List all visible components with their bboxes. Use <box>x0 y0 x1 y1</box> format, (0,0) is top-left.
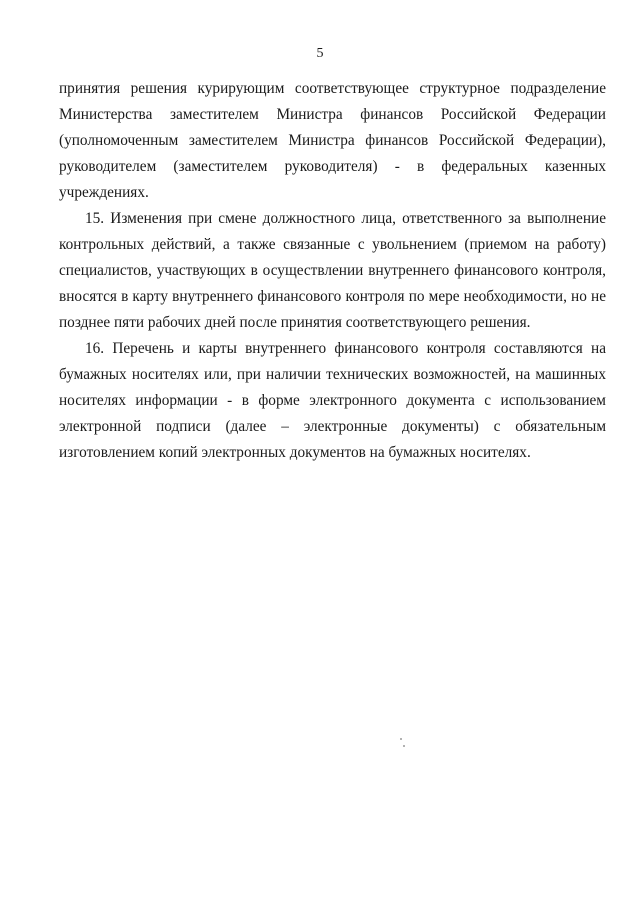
paragraph-line: принятия решения курирующим соответствующее структурное подразделение <box>59 80 606 97</box>
paragraph-line: изготовлением копий электронных документов на бумажных носителях. <box>59 444 531 461</box>
paragraph-line: специалистов, участвующих в осуществлении внутреннего финансового контроля, <box>59 262 606 279</box>
scan-speck <box>400 738 402 740</box>
paragraph-line: учреждениях. <box>59 184 149 201</box>
paragraph-line: Министерства заместителем Министра финансов Российской Федерации <box>59 106 606 123</box>
page-number: 5 <box>316 46 324 61</box>
paragraph-line: электронной подписи (далее – электронные документы) с обязательным <box>59 418 606 435</box>
paragraph-line: (уполномоченным заместителем Министра финансов Российской Федерации), <box>59 132 606 149</box>
paragraph-line: позднее пяти рабочих дней после принятия соответствующего решения. <box>59 314 531 331</box>
paragraph-line: носителях информации - в форме электронного документа с использованием <box>59 392 606 409</box>
paragraph-line: вносятся в карту внутреннего финансового контроля по мере необходимости, но не <box>59 288 606 305</box>
paragraph-line: контрольных действий, а также связанные с увольнением (приемом на работу) <box>59 236 606 253</box>
scan-speck <box>403 745 405 747</box>
paragraph-line: 15. Изменения при смене должностного лица, ответственного за выполнение <box>85 210 606 227</box>
document-body <box>59 76 606 466</box>
paragraph-line: руководителем (заместителем руководителя) - в федеральных казенных <box>59 158 606 175</box>
paragraph-line: 16. Перечень и карты внутреннего финансового контроля составляются на <box>85 340 606 357</box>
paragraph-line: бумажных носителях или, при наличии технических возможностей, на машинных <box>59 366 606 383</box>
